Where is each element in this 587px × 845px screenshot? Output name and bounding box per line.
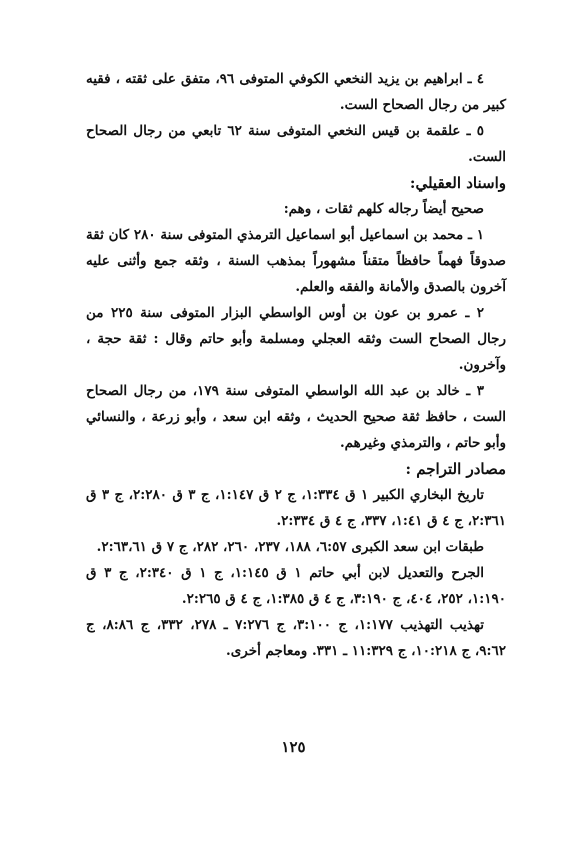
section-heading-uqayli: واسناد العقيلي: — [409, 174, 506, 192]
source-tahdhib: تهذيب التهذيب ١:١٧٧، ج ٣:١٠٠، ج ٧:٢٧٦ ـ ٢٧٨، ٣٣٢، ج ٨:٨٦، ج ٩:٦٢، ج ١٠:٢١٨، ج ١١:٣٢٩ ـ ٣٣١. ومعاجم أخرى. — [86, 617, 506, 659]
narrator-khalid-paragraph: ٣ ـ خالد بن عبد الله الواسطي المتوفى سنة ١٧٩، من رجال الصحاح الست ، حافظ ثقة صحيح الحديث ، وثقه ابن سعد ، وأبو زرعة ، والنسائي وأبو حاتم ، والترمذي وغيرهم. — [86, 383, 506, 451]
page-body — [86, 66, 506, 664]
source-bukhari: تاريخ البخاري الكبير ١ ق ١:٣٣٤، ج ٢ ق ١:١٤٧، ج ٣ ق ٢:٢٨٠، ج ٣ ق ٢:٣٦١، ج ٤ ق ١:٤١، ٣٣٧، ج ٤ ق ٢:٣٣٤. — [86, 487, 506, 529]
narrator-tirmidhi-paragraph: ١ ـ محمد بن اسماعيل أبو اسماعيل الترمذي المتوفى سنة ٢٨٠ كان ثقة صدوقاً فهماً حافظاً متقناً مشهوراً بمذهب السنة ، وثقه جمع وأثنى عليه آخرون بالصدق والأمانة والفقه والعلم. — [86, 227, 506, 295]
narrator-alqama-paragraph: ٥ ـ علقمة بن قيس النخعي المتوفى سنة ٦٢ تابعي من رجال الصحاح الست. — [86, 123, 506, 165]
intro-paragraph: صحيح أيضاً رجاله كلهم ثقات ، وهم: — [283, 201, 484, 217]
narrator-amr-paragraph: ٢ ـ عمرو بن عون بن أوس الواسطي البزار المتوفى سنة ٢٢٥ من رجال الصحاح الست وثقه العجلي ومسلمة وأبو حاتم وقال : ثقة حجة ، وآخرون. — [86, 305, 506, 373]
section-heading-sources: مصادر التراجم : — [405, 460, 506, 478]
source-ibn-saad: طبقات ابن سعد الكبرى ٦:٥٧، ١٨٨، ٢٣٧، ٢٦٠، ٢٨٢، ج ٧ ق ٢:٦٣،٦١. — [96, 539, 484, 555]
source-ibn-abi-hatim: الجرح والتعديل لابن أبي حاتم ١ ق ١:١٤٥، ج ١ ق ٢:٣٤٠، ج ٣ ق ١:١٩٠، ٢٥٢، ٤٠٤، ج ٣:١٩٠، ج ٤ ق ١:٣٨٥، ج ٤ ق ٢:٢٦٥. — [86, 565, 506, 607]
narrator-ibrahim-paragraph: ٤ ـ ابراهيم بن يزيد النخعي الكوفي المتوفى ٩٦، متفق على ثقته ، فقيه كبير من رجال الصحاح الست. — [86, 71, 506, 113]
page-number: ١٢٥ — [281, 738, 306, 756]
